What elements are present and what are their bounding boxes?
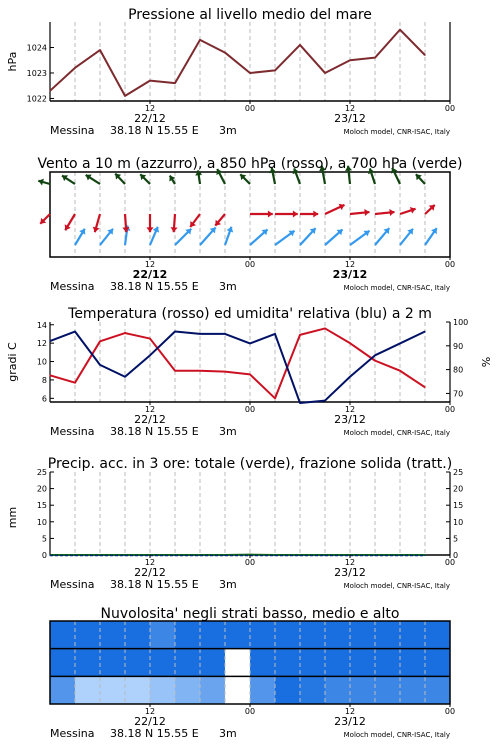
- cloud-cell-alto: [325, 621, 351, 649]
- humidity-line-point: [299, 402, 300, 403]
- x-tick-label: 12: [144, 558, 156, 567]
- temperature-line-point: [274, 398, 275, 399]
- x-tick-label: 00: [244, 260, 256, 269]
- y-tick-label: 10: [36, 517, 47, 527]
- cloud-cell-medio: [50, 649, 76, 677]
- x-tick-label: 00: [444, 558, 456, 567]
- y-axis-label: hPa: [6, 51, 19, 72]
- cloud-cell-alto: [50, 621, 76, 649]
- temperature-line-point: [49, 375, 50, 376]
- date-label: 23/12: [334, 112, 366, 125]
- wind-850-arrow-head: [146, 227, 153, 232]
- location-coords: 38.18 N 15.55 E: [110, 425, 199, 438]
- humidity-line-point: [199, 333, 200, 334]
- y-tick-label: 15: [36, 501, 47, 511]
- cloud-cell-medio: [325, 649, 351, 677]
- pressure-line-point: [174, 83, 175, 84]
- y2-tick-label: 0: [453, 551, 459, 560]
- pressure-line-point: [224, 52, 225, 53]
- y2-tick-label: 80: [453, 365, 464, 375]
- cloud-cell-medio: [225, 649, 251, 677]
- wind-850-arrow-head: [313, 210, 318, 217]
- humidity-line-point: [424, 331, 425, 332]
- temperature-line-point: [324, 328, 325, 329]
- humidity-line-point: [174, 331, 175, 332]
- y-tick-label: 14: [36, 320, 47, 330]
- pressure-line-point: [399, 29, 400, 30]
- cloud-cell-basso: [425, 676, 451, 704]
- cloud-cell-medio: [275, 649, 301, 677]
- cloud-cell-basso: [325, 676, 351, 704]
- cloud-cell-basso: [275, 676, 301, 704]
- cloud-cell-alto: [100, 621, 126, 649]
- y-tick-label: 1024: [26, 43, 47, 53]
- cloud-cell-basso: [200, 676, 226, 704]
- location-coords: 38.18 N 15.55 E: [110, 578, 199, 591]
- location-elevation: 3m: [219, 578, 237, 591]
- cloud-cell-medio: [425, 649, 451, 677]
- wind-850-arrow-head: [268, 210, 273, 217]
- y-tick-label: 5: [41, 534, 47, 544]
- cloud-cell-basso: [175, 676, 201, 704]
- cloud-cell-alto: [425, 621, 451, 649]
- temperature-line-point: [424, 387, 425, 388]
- date-label: 22/12: [134, 715, 166, 728]
- humidity-line-point: [324, 400, 325, 401]
- location-name: Messina: [50, 425, 95, 438]
- precip-solid-line-point: [324, 555, 325, 556]
- precip-solid-line-point: [374, 555, 375, 556]
- y2-tick-label: 25: [453, 468, 464, 477]
- cloud-cell-alto: [175, 621, 201, 649]
- humidity-line-point: [274, 333, 275, 334]
- pressure-line: [50, 30, 425, 96]
- temperature-line-point: [174, 370, 175, 371]
- precip-solid-line-point: [49, 555, 50, 556]
- temperature-line-point: [124, 332, 125, 333]
- y-tick-label: 6: [41, 394, 47, 404]
- cloud-cell-basso: [250, 676, 276, 704]
- model-credit: Moloch model, CNR-ISAC, Italy: [343, 731, 450, 739]
- y2-tick-label: 70: [453, 389, 464, 399]
- temperature-line-point: [99, 341, 100, 342]
- date-label: 22/12: [132, 268, 168, 281]
- x-tick-label: 12: [144, 260, 156, 269]
- cloud-cell-basso: [375, 676, 401, 704]
- humidity-line-point: [124, 376, 125, 377]
- x-tick-label: 12: [144, 104, 156, 113]
- x-tick-label: 00: [244, 707, 256, 716]
- y-tick-label: 0: [41, 551, 47, 560]
- x-tick-label: 00: [444, 405, 456, 414]
- cloud-cell-medio: [200, 649, 226, 677]
- location-elevation: 3m: [219, 727, 237, 740]
- date-label: 23/12: [334, 566, 366, 579]
- humidity-line-point: [374, 355, 375, 356]
- humidity-line-point: [74, 331, 75, 332]
- temperature-line-point: [149, 338, 150, 339]
- x-tick-label: 12: [344, 558, 356, 567]
- x-tick-label: 00: [244, 405, 256, 414]
- cloud-cell-basso: [400, 676, 426, 704]
- cloud-cell-medio: [125, 649, 151, 677]
- date-label: 22/12: [134, 112, 166, 125]
- date-label: 22/12: [134, 413, 166, 426]
- y-tick-label: 1022: [26, 94, 47, 104]
- wind-850-arrow-head: [389, 209, 394, 216]
- y2-tick-label: 5: [453, 534, 459, 544]
- chart-title: Pressione al livello medio del mare: [128, 7, 372, 23]
- y-tick-label: 1023: [26, 68, 47, 78]
- y2-axis-label: %: [480, 356, 493, 368]
- pressure-line-point: [99, 49, 100, 50]
- location-elevation: 3m: [219, 425, 237, 438]
- x-tick-label: 12: [144, 405, 156, 414]
- y2-tick-label: 90: [453, 341, 464, 351]
- pressure-line-point: [124, 95, 125, 96]
- model-credit: Moloch model, CNR-ISAC, Italy: [343, 128, 450, 136]
- cloud-cell-basso: [225, 676, 251, 704]
- x-tick-label: 12: [344, 405, 356, 414]
- pressure-line-point: [299, 44, 300, 45]
- y2-tick-label: 100: [453, 318, 469, 327]
- cloud-cell-alto: [275, 621, 301, 649]
- y2-tick-label: 15: [453, 501, 464, 511]
- humidity-line-point: [349, 376, 350, 377]
- chart-title: Nuvolosita' negli strati basso, medio e alto: [100, 606, 400, 622]
- y-tick-label: 8: [41, 375, 47, 385]
- chart-title: Vento a 10 m (azzurro), a 850 hPa (rosso), a 700 hPa (verde): [37, 156, 463, 172]
- precip-solid-line-point: [99, 555, 100, 556]
- wind-850-arrow-head: [171, 227, 178, 232]
- cloud-cell-basso: [100, 676, 126, 704]
- pressure-line-point: [49, 90, 50, 91]
- precip-solid-line-point: [424, 555, 425, 556]
- cloud-cell-medio: [75, 649, 101, 677]
- date-label: 22/12: [134, 566, 166, 579]
- cloud-cell-alto: [75, 621, 101, 649]
- x-tick-label: 00: [444, 104, 456, 113]
- precip-solid-line-point: [274, 555, 275, 556]
- humidity-line-point: [249, 343, 250, 344]
- temperature-line-point: [399, 370, 400, 371]
- precip-solid-line-point: [399, 555, 400, 556]
- pressure-line-point: [424, 55, 425, 56]
- cloud-cell-alto: [350, 621, 376, 649]
- temperature-line-point: [199, 370, 200, 371]
- y2-tick-label: 10: [453, 517, 464, 527]
- precip-solid-line-point: [299, 555, 300, 556]
- cloud-cell-basso: [75, 676, 101, 704]
- model-credit: Moloch model, CNR-ISAC, Italy: [343, 284, 450, 292]
- pressure-line-point: [349, 60, 350, 61]
- temperature-line-point: [249, 374, 250, 375]
- cloud-cell-medio: [250, 649, 276, 677]
- y-tick-label: 20: [36, 484, 47, 494]
- x-tick-label: 12: [144, 707, 156, 716]
- location-elevation: 3m: [219, 124, 237, 137]
- pressure-line-point: [324, 72, 325, 73]
- temperature-line-point: [374, 360, 375, 361]
- x-tick-label: 00: [444, 260, 456, 269]
- cloud-cell-basso: [50, 676, 76, 704]
- precip-solid-line-point: [224, 555, 225, 556]
- date-label: 23/12: [334, 413, 366, 426]
- location-name: Messina: [50, 727, 95, 740]
- cloud-cell-basso: [150, 676, 176, 704]
- cloud-cell-medio: [150, 649, 176, 677]
- temperature-line-point: [349, 343, 350, 344]
- chart-title: Precip. acc. in 3 ore: totale (verde), frazione solida (tratt.): [47, 456, 453, 472]
- temperature-line-point: [74, 382, 75, 383]
- x-tick-label: 00: [444, 707, 456, 716]
- pressure-line-point: [199, 39, 200, 40]
- chart-title: Temperatura (rosso) ed umidita' relativa (blu) a 2 m: [68, 306, 432, 322]
- cloud-cell-alto: [125, 621, 151, 649]
- cloud-cell-alto: [200, 621, 226, 649]
- precip-solid-line-point: [74, 555, 75, 556]
- x-tick-label: 12: [344, 104, 356, 113]
- cloud-cell-alto: [400, 621, 426, 649]
- pressure-line-point: [274, 70, 275, 71]
- location-coords: 38.18 N 15.55 E: [110, 124, 199, 137]
- x-tick-label: 00: [244, 104, 256, 113]
- cloud-cell-medio: [100, 649, 126, 677]
- wind-850-arrow-head: [364, 209, 369, 216]
- cloud-cell-basso: [350, 676, 376, 704]
- pressure-line-point: [74, 67, 75, 68]
- model-credit: Moloch model, CNR-ISAC, Italy: [343, 582, 450, 590]
- cloud-cell-alto: [375, 621, 401, 649]
- location-elevation: 3m: [219, 280, 237, 293]
- precip-solid-line-point: [124, 555, 125, 556]
- location-name: Messina: [50, 280, 95, 293]
- cloud-cell-medio: [400, 649, 426, 677]
- humidity-line-point: [149, 355, 150, 356]
- y-tick-label: 10: [36, 357, 47, 367]
- y-axis-label: gradi C: [6, 342, 19, 382]
- x-tick-label: 12: [344, 260, 356, 269]
- pressure-line-point: [249, 72, 250, 73]
- location-coords: 38.18 N 15.55 E: [110, 727, 199, 740]
- cloud-cell-alto: [250, 621, 276, 649]
- y-axis-label: mm: [6, 506, 19, 529]
- humidity-line-point: [399, 343, 400, 344]
- humidity-line-point: [224, 333, 225, 334]
- cloud-cell-medio: [300, 649, 326, 677]
- cloud-cell-basso: [125, 676, 151, 704]
- y-tick-label: 12: [36, 339, 47, 349]
- cloud-cell-basso: [300, 676, 326, 704]
- date-label: 23/12: [334, 715, 366, 728]
- cloud-cell-alto: [225, 621, 251, 649]
- location-name: Messina: [50, 578, 95, 591]
- cloud-cell-alto: [150, 621, 176, 649]
- date-label: 23/12: [332, 268, 368, 281]
- temperature-line-point: [224, 371, 225, 372]
- x-tick-label: 12: [344, 707, 356, 716]
- precip-solid-line-point: [199, 555, 200, 556]
- y-tick-label: 25: [36, 468, 47, 477]
- y2-tick-label: 20: [453, 484, 464, 494]
- wind-850-arrow-head: [293, 210, 298, 217]
- x-tick-label: 00: [244, 558, 256, 567]
- location-name: Messina: [50, 124, 95, 137]
- precip-solid-line-point: [174, 555, 175, 556]
- humidity-line-point: [99, 364, 100, 365]
- humidity-line: [50, 332, 425, 403]
- temperature-line-point: [299, 334, 300, 335]
- pressure-line-point: [149, 80, 150, 81]
- cloud-cell-alto: [300, 621, 326, 649]
- cloud-cell-medio: [350, 649, 376, 677]
- cloud-cell-medio: [175, 649, 201, 677]
- model-credit: Moloch model, CNR-ISAC, Italy: [343, 429, 450, 437]
- pressure-line-point: [374, 57, 375, 58]
- cloud-cell-medio: [375, 649, 401, 677]
- humidity-line-point: [49, 340, 50, 341]
- location-coords: 38.18 N 15.55 E: [110, 280, 199, 293]
